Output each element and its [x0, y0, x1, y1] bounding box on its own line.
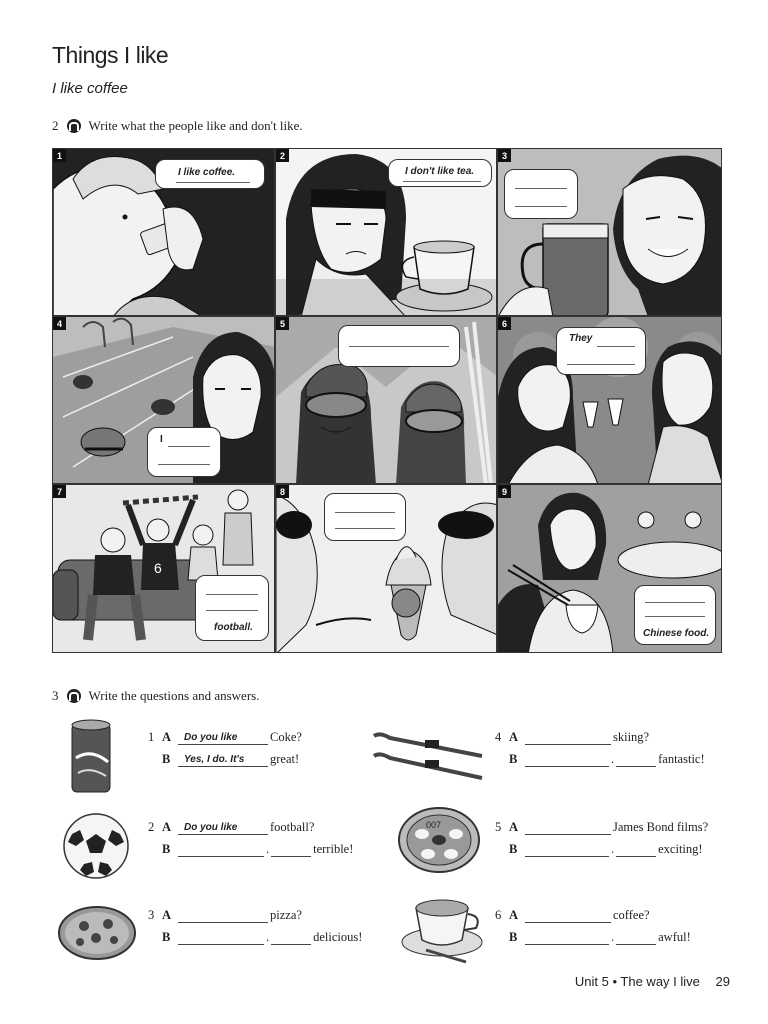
- comic-grid: [52, 148, 722, 653]
- panel-number: 5: [276, 317, 289, 330]
- panel-1: [52, 148, 275, 316]
- answer-blank[interactable]: [616, 754, 656, 767]
- exercise-instruction: Write what the people like and don't like.: [88, 118, 303, 133]
- separator: .: [611, 842, 615, 856]
- speech-bubble: [504, 169, 578, 219]
- answer-blank[interactable]: [525, 932, 609, 945]
- bubble-text: football.: [214, 622, 253, 633]
- answer-blank[interactable]: [271, 932, 311, 945]
- panel-6: [497, 316, 722, 484]
- answer-blank[interactable]: [525, 754, 609, 767]
- audio-icon: [67, 119, 81, 133]
- item-number: 3: [148, 908, 155, 922]
- answer-blank[interactable]: [616, 932, 656, 945]
- speaker-a: A: [509, 820, 519, 834]
- unit-label: Unit 5 • The way I live: [574, 974, 700, 989]
- panel-number: 4: [53, 317, 66, 330]
- answer-end: exciting!: [658, 842, 703, 856]
- panel-3: [497, 148, 722, 316]
- page-number: 29: [715, 974, 730, 989]
- question-end: coffee?: [613, 908, 650, 922]
- speech-bubble: [388, 159, 492, 187]
- filled-answer: Yes, I do. It's: [184, 754, 245, 765]
- question-end: James Bond films?: [613, 820, 709, 834]
- separator: .: [266, 842, 270, 856]
- speaker-a: A: [162, 820, 172, 834]
- answer-blank[interactable]: [178, 822, 268, 835]
- panel-5: [275, 316, 497, 484]
- exercise-3-heading: [52, 688, 259, 704]
- bubble-text: They: [569, 333, 593, 344]
- separator: .: [611, 752, 615, 766]
- speaker-b: B: [509, 752, 518, 766]
- answer-blank[interactable]: [271, 844, 311, 857]
- speaker-b: B: [162, 930, 171, 944]
- page-footer: [575, 974, 730, 989]
- speech-bubble: [324, 493, 406, 541]
- answer-blank[interactable]: [525, 822, 611, 835]
- answer-blank[interactable]: [178, 844, 264, 857]
- section-subtitle: I like coffee: [52, 80, 128, 97]
- panel-4: [52, 316, 275, 484]
- answer-blank[interactable]: [178, 910, 268, 923]
- speaker-a: A: [162, 730, 172, 744]
- panel-9: [497, 484, 722, 653]
- panel-number: 2: [276, 149, 289, 162]
- exercise-instruction: Write the questions and answers.: [88, 688, 260, 703]
- football-icon: [62, 812, 130, 880]
- page-title: Things I like: [52, 42, 169, 68]
- speech-bubble: [147, 427, 221, 477]
- question-end: pizza?: [270, 908, 302, 922]
- panel-number: 8: [276, 485, 289, 498]
- item-number: 6: [495, 908, 502, 922]
- coffee-cup-icon: [396, 890, 488, 968]
- coke-can-icon: [68, 718, 116, 796]
- question-end: football?: [270, 820, 315, 834]
- speaker-a: A: [162, 908, 172, 922]
- bubble-text: I: [160, 434, 163, 445]
- audio-icon: [67, 689, 81, 703]
- separator: .: [266, 930, 270, 944]
- item-number: 2: [148, 820, 155, 834]
- speech-bubble: [556, 327, 646, 375]
- panel-number: 3: [498, 149, 511, 162]
- speech-bubble: [195, 575, 269, 641]
- speaker-a: A: [509, 908, 519, 922]
- speech-bubble: [338, 325, 460, 367]
- exercise-number: 2: [52, 118, 59, 133]
- shirt-number: 6: [154, 560, 162, 576]
- panel-number: 6: [498, 317, 511, 330]
- speaker-a: A: [509, 730, 519, 744]
- item-number: 5: [495, 820, 502, 834]
- panel-number: 9: [498, 485, 511, 498]
- film-reel-icon: [396, 800, 482, 876]
- answer-blank[interactable]: [525, 844, 609, 857]
- speaker-b: B: [162, 842, 171, 856]
- answer-end: terrible!: [313, 842, 354, 856]
- skis-icon: [370, 728, 488, 784]
- separator: .: [611, 930, 615, 944]
- answer-blank[interactable]: [178, 754, 268, 767]
- bubble-text: I like coffee.: [178, 167, 236, 178]
- reel-label: 007: [426, 820, 442, 830]
- filled-answer: Do you like: [184, 822, 238, 833]
- bubble-text: I don't like tea.: [405, 166, 475, 177]
- filled-answer: Do you like: [184, 732, 238, 743]
- speaker-b: B: [509, 842, 518, 856]
- panel-8: [275, 484, 497, 653]
- item-number: 4: [495, 730, 502, 744]
- speech-bubble: [155, 159, 265, 189]
- item-number: 1: [148, 730, 155, 744]
- question-end: Coke?: [270, 730, 302, 744]
- answer-end: delicious!: [313, 930, 363, 944]
- answer-blank[interactable]: [525, 910, 611, 923]
- exercise-2-heading: [52, 118, 303, 134]
- speech-bubble: [634, 585, 716, 645]
- answer-blank[interactable]: [616, 844, 656, 857]
- bubble-text: Chinese food.: [643, 628, 710, 639]
- panel-7: [52, 484, 275, 653]
- question-end: skiing?: [613, 730, 650, 744]
- panel-number: 7: [53, 485, 66, 498]
- speaker-b: B: [162, 752, 171, 766]
- answer-end: awful!: [658, 930, 691, 944]
- answer-end: fantastic!: [658, 752, 705, 766]
- answer-blank[interactable]: [178, 732, 268, 745]
- answer-end: great!: [270, 752, 300, 766]
- answer-blank[interactable]: [525, 732, 611, 745]
- exercise-number: 3: [52, 688, 59, 703]
- pizza-icon: [56, 902, 138, 964]
- speaker-b: B: [509, 930, 518, 944]
- panel-2: [275, 148, 497, 316]
- answer-blank[interactable]: [178, 932, 264, 945]
- panel-number: 1: [53, 149, 66, 162]
